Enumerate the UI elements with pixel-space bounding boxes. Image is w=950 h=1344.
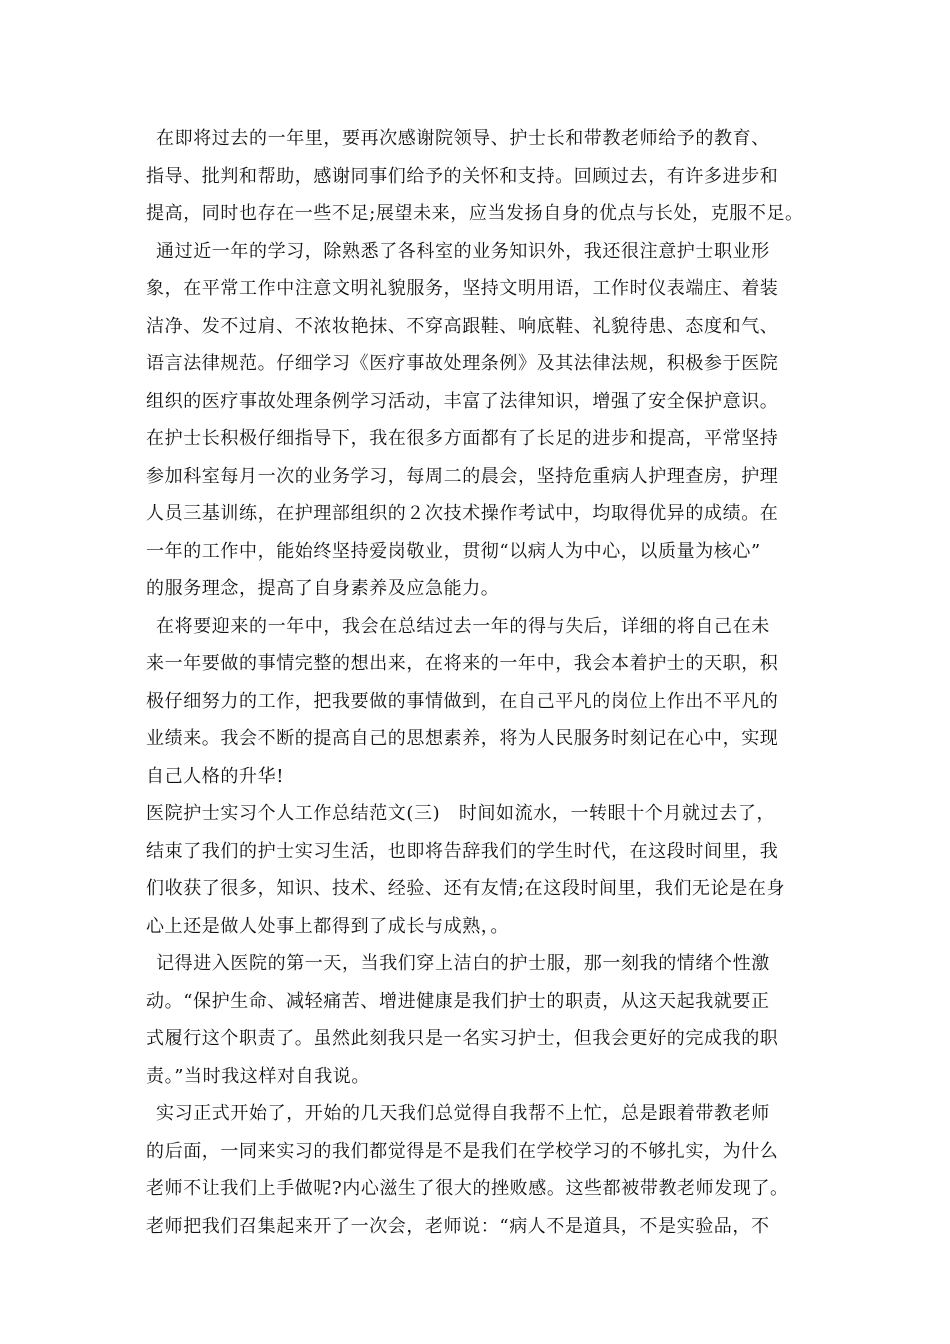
- text-line: 自己人格的升华!: [146, 765, 285, 787]
- text-line: 一年的工作中，能始终坚持爱岗敬业，贯彻“以病人为中心，以质量为核心”: [146, 540, 761, 562]
- text-line: 在护士长积极仔细指导下，我在很多方面都有了长足的进步和提高，平常坚持: [146, 428, 779, 449]
- text-line: 指导、批判和帮助，感谢同事们给予的关怀和支持。回顾过去，有许多进步和: [146, 165, 779, 187]
- text-line: 结束了我们的护士实习生活，也即将告辞我们的学生时代，在这段时间里，我: [146, 840, 779, 862]
- text-line: 在即将过去的一年里，要再次感谢院领导、护士长和带教老师给予的教育、: [156, 128, 770, 149]
- text-line: 极仔细努力的工作，把我要做的事情做到，在自己平凡的岗位上作出不平凡的: [146, 690, 779, 712]
- text-line: 象，在平常工作中注意文明礼貌服务，坚持文明用语，工作时仪表端庄、着装: [146, 278, 779, 299]
- text-line: 心上还是做人处事上都得到了成长与成熟，。: [146, 915, 509, 937]
- text-line: 实习正式开始了，开始的几天我们总觉得自我帮不上忙，总是跟着带教老师: [156, 1103, 770, 1124]
- text-line: 在将要迎来的一年中，我会在总结过去一年的得与失后，详细的将自己在未: [156, 615, 770, 637]
- text-line: 式履行这个职责了。虽然此刻我只是一名实习护士，但我会更好的完成我的职: [146, 1028, 779, 1049]
- text-line: 业绩来。我会不断的提高自己的思想素养，将为人民服务时刻记在心中，实现: [146, 728, 779, 749]
- text-line: 老师把我们召集起来开了一次会，老师说：“病人不是道具，不是实验品，不: [146, 1215, 770, 1237]
- text-line: 的服务理念，提高了自身素养及应急能力。: [146, 578, 500, 599]
- text-line: 来一年要做的事情完整的想出来，在将来的一年中，我会本着护士的天职，积: [146, 653, 779, 674]
- text-line: 洁净、发不过肩、不浓妆艳抹、不穿高跟鞋、响底鞋、礼貌待患、态度和气、: [146, 315, 779, 337]
- text-line: 提高，同时也存在一些不足;展望未来，应当发扬自身的优点与长处，克服不足。: [146, 203, 804, 224]
- text-line: 人员三基训练，在护理部组织的２次技术操作考试中，均取得优异的成绩。在: [146, 503, 779, 524]
- text-line: 语言法律规范。仔细学习《医疗事故处理条例》及其法律法规，积极参于医院: [146, 353, 779, 374]
- text-line: 的后面，一同来实习的我们都觉得是不是我们在学校学习的不够扎实，为什么: [146, 1140, 779, 1162]
- text-line: 记得进入医院的第一天，当我们穿上洁白的护士服，那一刻我的情绪个性激: [156, 953, 770, 974]
- text-line: 老师不让我们上手做呢?内心滋生了很大的挫败感。这些都被带教老师发现了。: [146, 1178, 789, 1199]
- text-line: 组织的医疗事故处理条例学习活动，丰富了法律知识，增强了安全保护意识。: [146, 390, 779, 412]
- text-line: 动。“保护生命、减轻痛苦、增进健康是我们护士的职责，从这天起我就要正: [146, 990, 770, 1012]
- text-line: 责。”当时我这样对自我说。: [146, 1065, 371, 1087]
- text-line: 们收获了很多，知识、技术、经验、还有友情;在这段时间里，我们无论是在身: [146, 878, 786, 899]
- text-line: 参加科室每月一次的业务学习，每周二的晨会，坚持危重病人护理查房，护理: [146, 465, 779, 487]
- document-body: [146, 120, 826, 1245]
- section-heading-line: 医院护士实习个人工作总结范文(三) 时间如流水，一转眼十个月就过去了，: [146, 803, 776, 824]
- text-line: 通过近一年的学习，除熟悉了各科室的业务知识外，我还很注意护士职业形: [156, 240, 770, 262]
